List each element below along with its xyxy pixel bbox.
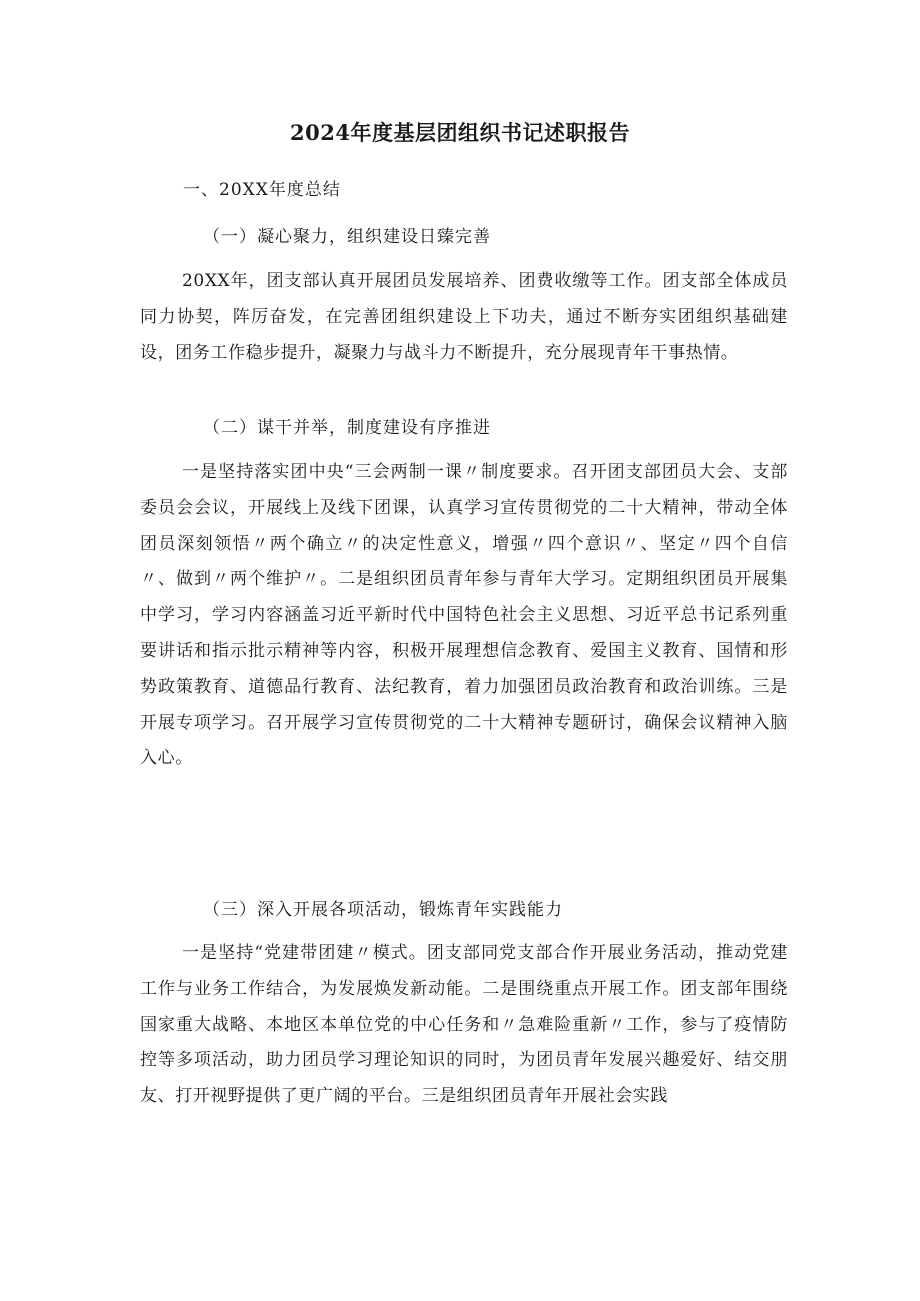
section-heading-annual-summary: 一、20XX年度总结 (183, 180, 341, 200)
paragraph-activities: 一是坚持“党建带团建〃模式。团支部同党支部合作开展业务活动，推动党建工作与业务工作结合，为发展焕发新动能。二是围绕重点开展工作。团支部年围绕国家重大战略、本地区本单位党的中心任务和〃急难险重新〃工作，参与了疫情防控等多项活动，助力团员学习理论知识的同时，为团员青年发展兴趣爱好、结交朋友、打开视野提供了更广阔的平台。三是组织团员青年开展社会实践 (140, 943, 788, 1107)
paragraph-system: 一是坚持落实团中央“三会两制一课〃制度要求。召开团支部团员大会、支部委员会会议，开展线上及线下团课，认真学习宣传贯彻党的二十大精神，带动全体团员深刻领悟〃两个确立〃的决定性意义，增强〃四个意识〃、坚定〃四个自信〃、做到〃两个维护〃。二是组织团员青年参与青年大学习。定期组织团员开展集中学习，学习内容涵盖习近平新时代中国特色社会主义思想、习近平总书记系列重要讲话和指示批示精神等内容，积极开展理想信念教育、爱国主义教育、国情和形势政策教育、道德品行教育、法纪教育，着力加强团员政治教育和政治训练。三是开展专项学习。召开展学习宣传贯彻党的二十大精神专题研讨，确保会议精神入脑入心。 (140, 462, 788, 769)
subsection-heading-system: （二）谋干并举，制度建设有序推进 (203, 418, 491, 438)
subsection-heading-organization: （一）凝心聚力，组织建设日臻完善 (203, 227, 491, 247)
subsection-heading-activities: （三）深入开展各项活动，锻炼青年实践能力 (203, 900, 563, 920)
paragraph-organization: 20XX年，团支部认真开展团员发展培养、团费收缴等工作。团支部全体成员同力协契，阵厉奋发，在完善团组织建设上下功夫，通过不断夯实团组织基础建设，团务工作稳步提升，凝聚力与战斗力不断提升，充分展现青年干事热情。 (140, 271, 788, 363)
document-title: 2024年度基层团组织书记述职报告 (290, 120, 630, 145)
